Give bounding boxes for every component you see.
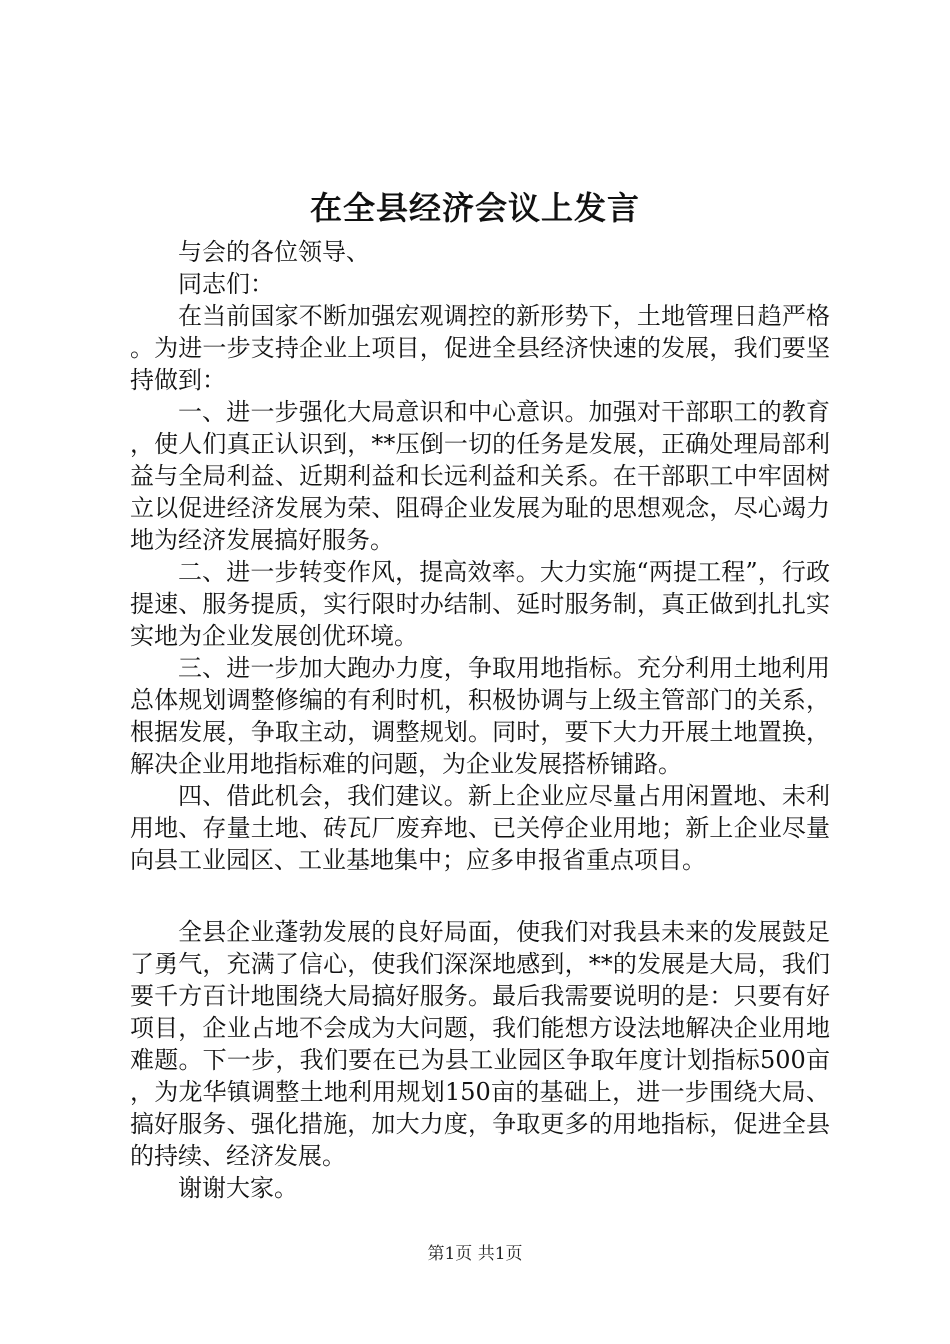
greeting-leaders: 与会的各位领导、	[178, 238, 370, 266]
conclusion-paragraph: 全县企业蓬勃发展的良好局面，使我们对我县未来的发展鼓足了勇气，充满了信心，使我们深深地感到，**的发展是大局，我们要千方百计地围绕大局搞好服务。最后我需要说明的是：只要有好项目，企业占地不会成为大问题，我们能想方设法地解决企业用地难题。下一步，我们要在已为县工业园区争取年度计划指标500亩，为龙华镇调整土地利用规划150亩的基础上，进一步围绕大局、搞好服务、强化措施，加大力度，争取更多的用地指标，促进全县的持续、经济发展。	[130, 918, 830, 1170]
document-title: 在全县经济会议上发言	[309, 189, 640, 227]
greeting-comrades: 同志们：	[178, 270, 274, 298]
intro-paragraph: 在当前国家不断加强宏观调控的新形势下，土地管理日趋严格。为进一步支持企业上项目，促进全县经济快速的发展，我们要坚持做到：	[130, 302, 830, 394]
point-four-paragraph: 四、借此机会，我们建议。新上企业应尽量占用闲置地、未利用地、存量土地、砖瓦厂废弃地、已关停企业用地；新上企业尽量向县工业园区、工业基地集中；应多申报省重点项目。	[130, 782, 830, 874]
thanks-line: 谢谢大家。	[178, 1174, 298, 1202]
point-two-paragraph: 二、进一步转变作风，提高效率。大力实施“两提工程”，行政提速、服务提质，实行限时办结制、延时服务制，真正做到扎扎实实地为企业发展创优环境。	[130, 558, 830, 650]
point-three-paragraph: 三、进一步加大跑办力度，争取用地指标。充分利用土地利用总体规划调整修编的有利时机，积极协调与上级主管部门的关系，根据发展，争取主动，调整规划。同时，要下大力开展土地置换，解决企业用地指标难的问题，为企业发展搭桥铺路。	[130, 654, 830, 778]
page-number-footer: 第1页 共1页	[427, 1244, 523, 1264]
document-body	[130, 236, 830, 1204]
paragraph-spacer	[130, 876, 830, 916]
point-one-paragraph: 一、进一步强化大局意识和中心意识。加强对干部职工的教育，使人们真正认识到，**压倒一切的任务是发展，正确处理局部利益与全局利益、近期利益和长远利益和关系。在干部职工中牢固树立以促进经济发展为荣、阻碍企业发展为耻的思想观念，尽心竭力地为经济发展搞好服务。	[130, 398, 830, 554]
